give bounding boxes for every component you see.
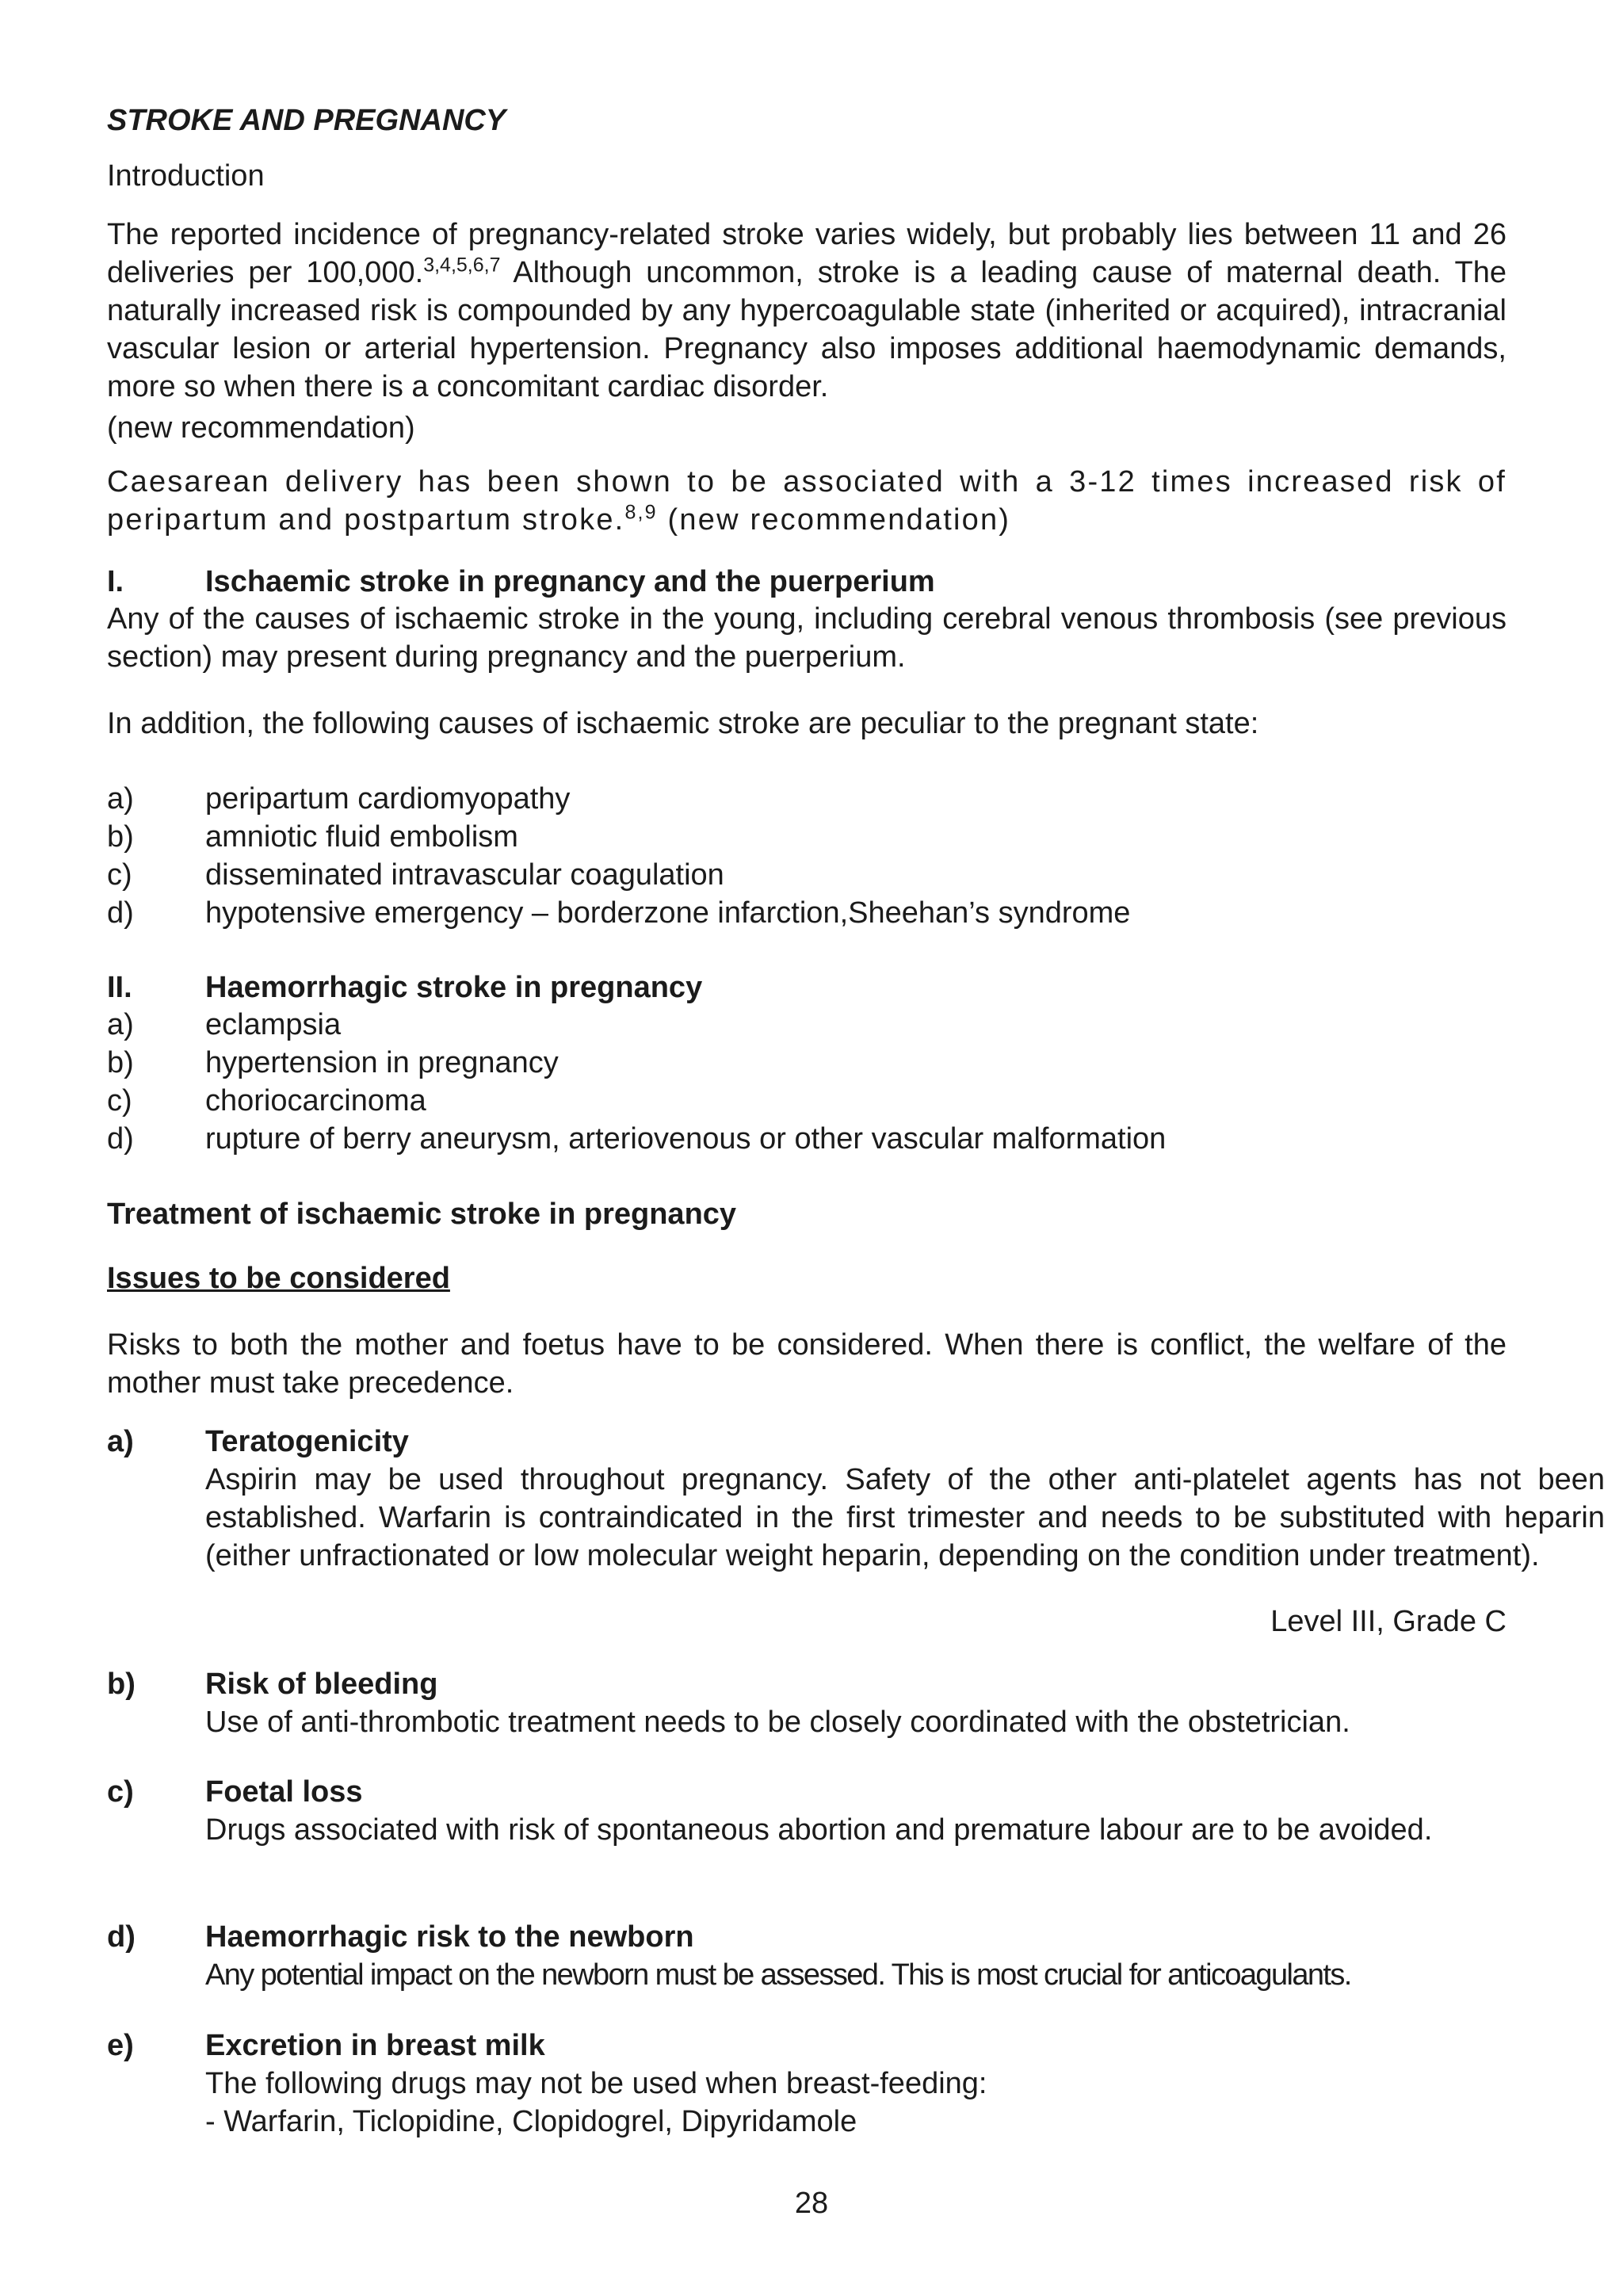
issue-label: a) bbox=[107, 1425, 134, 1458]
issue-text: Use of anti-thrombotic treatment needs to be closely coordinated with the obstetrician. bbox=[205, 1706, 1350, 1739]
issue-breast-milk bbox=[107, 2027, 1605, 2141]
issue-heading: Haemorrhagic risk to the newborn bbox=[205, 1920, 694, 1954]
list-item bbox=[107, 818, 1507, 856]
list-item bbox=[107, 894, 1507, 932]
list-item-label: c) bbox=[107, 1084, 132, 1117]
list-item-label: d) bbox=[107, 896, 134, 930]
list-item-label: a) bbox=[107, 782, 134, 816]
issue-heading: Risk of bleeding bbox=[205, 1668, 438, 1701]
section1-list bbox=[107, 780, 1507, 932]
issue-risk-of-bleeding bbox=[107, 1665, 1605, 1741]
list-item-label: d) bbox=[107, 1122, 134, 1156]
section1-paragraph: Any of the causes of ischaemic stroke in the young, including cerebral venous thrombosis (see previous section) may present during pregnancy and the puerperium. bbox=[107, 602, 1507, 674]
issue-heading: Foetal loss bbox=[205, 1775, 363, 1809]
intro-text-b: Although uncommon, stroke is a leading cause of maternal death. The naturally increased risk is compounded by any hypercoagulable state (inherited or acquired), intracranial vascular lesion or arterial hypertension. Pregnancy also imposes additional haemodynamic demands, more so when there is a concomitant cardiac disorder. bbox=[107, 256, 1507, 403]
caesarean-text-b: (new recommendation) bbox=[657, 503, 1011, 537]
section2-heading bbox=[107, 968, 1605, 1007]
section1-numeral: I. bbox=[107, 565, 124, 598]
list-item bbox=[107, 856, 1507, 894]
caesarean-text-a: Caesarean delivery has been shown to be associated with a 3-12 times increased risk of peripartum and postpartum stroke. bbox=[107, 465, 1507, 537]
caesarean-paragraph bbox=[107, 463, 1507, 539]
list-item-label: a) bbox=[107, 1008, 134, 1041]
list-item-text: choriocarcinoma bbox=[205, 1084, 426, 1117]
list-item-label: b) bbox=[107, 820, 134, 854]
issue-label: d) bbox=[107, 1920, 136, 1954]
section1-heading bbox=[107, 563, 1605, 601]
issue-drug-list: - Warfarin, Ticlopidine, Clopidogrel, Dipyridamole bbox=[205, 2105, 857, 2138]
issue-text: Any potential impact on the newborn must be assessed. This is most crucial for anticoagulants. bbox=[205, 1958, 1351, 1992]
intro-note: (new recommendation) bbox=[107, 411, 415, 445]
intro-refs: 3,4,5,6,7 bbox=[423, 254, 501, 277]
list-item bbox=[107, 1082, 1507, 1120]
treatment-heading: Treatment of ischaemic stroke in pregnancy bbox=[107, 1198, 737, 1231]
list-item bbox=[107, 1120, 1507, 1158]
issue-foetal-loss bbox=[107, 1773, 1605, 1849]
section1-heading-text: Ischaemic stroke in pregnancy and the puerperium bbox=[205, 565, 935, 598]
list-item-text: peripartum cardiomyopathy bbox=[205, 782, 571, 816]
issue-label: c) bbox=[107, 1775, 134, 1809]
evidence-level: Level III, Grade C bbox=[1270, 1605, 1507, 1638]
caesarean-refs: 8,9 bbox=[624, 501, 658, 524]
list-item-text: eclampsia bbox=[205, 1008, 342, 1041]
issue-text: Aspirin may be used throughout pregnancy. Safety of the other anti-platelet agents has not been established. Warfarin is contraindicated in the first trimester and needs to be substituted with heparin (either unfractionated or low molecular weight heparin, depending on the condition under treatment). bbox=[205, 1463, 1605, 1572]
intro-text-a: The reported incidence of pregnancy-related stroke varies widely, but probably lies between 11 and 26 deliveries per 100,000. bbox=[107, 218, 1507, 289]
list-item-text: disseminated intravascular coagulation bbox=[205, 858, 724, 892]
issue-text: Drugs associated with risk of spontaneous abortion and premature labour are to be avoided. bbox=[205, 1813, 1433, 1847]
page-title: STROKE AND PREGNANCY bbox=[107, 104, 506, 137]
list-item bbox=[107, 780, 1507, 818]
issue-heading: Teratogenicity bbox=[205, 1425, 409, 1458]
section2-numeral: II. bbox=[107, 971, 132, 1004]
issue-teratogenicity bbox=[107, 1423, 1605, 1575]
list-item bbox=[107, 1044, 1507, 1082]
page-number: 28 bbox=[794, 2187, 829, 2220]
list-item-text: hypotensive emergency – borderzone infarction,Sheehan’s syndrome bbox=[205, 896, 1131, 930]
issue-label: e) bbox=[107, 2029, 134, 2062]
intro-paragraph bbox=[107, 216, 1507, 406]
issue-text: The following drugs may not be used when breast-feeding: bbox=[205, 2067, 987, 2100]
list-item-label: b) bbox=[107, 1046, 134, 1079]
issues-subheading: Issues to be considered bbox=[107, 1262, 450, 1295]
treatment-paragraph: Risks to both the mother and foetus have to be considered. When there is conflict, the welfare of the mother must take precedence. bbox=[107, 1328, 1507, 1400]
issue-haemorrhagic-risk bbox=[107, 1918, 1605, 1994]
section2-list bbox=[107, 1006, 1507, 1158]
issue-label: b) bbox=[107, 1668, 136, 1701]
section1-paragraph2: In addition, the following causes of ischaemic stroke are peculiar to the pregnant state: bbox=[107, 707, 1259, 740]
section2-heading-text: Haemorrhagic stroke in pregnancy bbox=[205, 971, 703, 1004]
issue-heading: Excretion in breast milk bbox=[205, 2029, 545, 2062]
list-item bbox=[107, 1006, 1507, 1044]
list-item-label: c) bbox=[107, 858, 132, 892]
list-item-text: hypertension in pregnancy bbox=[205, 1046, 559, 1079]
list-item-text: rupture of berry aneurysm, arteriovenous or other vascular malformation bbox=[205, 1122, 1167, 1156]
list-item-text: amniotic fluid embolism bbox=[205, 820, 518, 854]
intro-heading: Introduction bbox=[107, 159, 265, 193]
